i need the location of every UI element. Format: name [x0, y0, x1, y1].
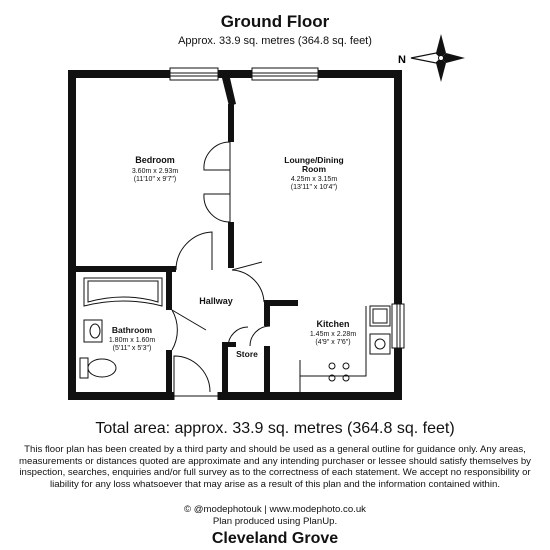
room-name-kitchen: Kitchen — [316, 319, 350, 329]
room-size-lounge-imperial: (13'11" x 10'4") — [290, 184, 338, 191]
room-name-lounge-line2: Room — [301, 164, 327, 174]
credit-line: © @modephotouk | www.modephoto.co.uk — [184, 504, 366, 515]
disclaimer-text: This floor plan has been created by a third party and should be used as a general outline for guidance only. Any areas, measurements or distances quoted are approximate and any intending purchaser or lessee should satisfy themselves by inspection, searches, enquiries and/or full survey as to the correctness of each statement. We accept no responsibility or liability for any loss whatsoever that may arise as a result of this plan and the information contained within. — [19, 444, 531, 490]
room-size-bathroom-imperial: (5'11" x 5'3") — [112, 345, 152, 352]
right-window — [392, 304, 404, 348]
property-name: Cleveland Grove — [211, 530, 339, 547]
interior-walls — [76, 78, 298, 394]
room-size-lounge-metric: 4.25m x 3.15m — [290, 176, 338, 183]
room-size-bedroom-imperial: (11'10" x 9'7") — [133, 176, 177, 183]
floor-area-subtitle: Approx. 33.9 sq. metres (364.8 sq. feet) — [178, 35, 372, 47]
room-size-bathroom-metric: 1.80m x 1.60m — [108, 337, 156, 344]
bedroom-double-doors — [204, 142, 230, 222]
room-size-kitchen-imperial: (4'9" x 7'6") — [315, 339, 351, 346]
floor-title: Ground Floor — [220, 12, 330, 31]
total-area: Total area: approx. 33.9 sq. metres (364.8 sq. feet) — [95, 420, 455, 437]
compass-north-label: N — [398, 54, 406, 66]
room-name-hallway: Hallway — [199, 296, 233, 306]
software-credit: Plan produced using PlanUp. — [212, 516, 338, 527]
entrance-door — [174, 356, 218, 402]
room-name-store: Store — [236, 349, 258, 359]
room-name-lounge-line1: Lounge/Dining — [284, 155, 344, 165]
room-name-bathroom: Bathroom — [111, 325, 153, 335]
room-name-bedroom: Bedroom — [135, 155, 175, 165]
room-size-bedroom-metric: 3.60m x 2.93m — [131, 168, 179, 175]
room-size-kitchen-metric: 1.45m x 2.28m — [309, 331, 357, 338]
hallway-door-swings — [172, 232, 270, 350]
